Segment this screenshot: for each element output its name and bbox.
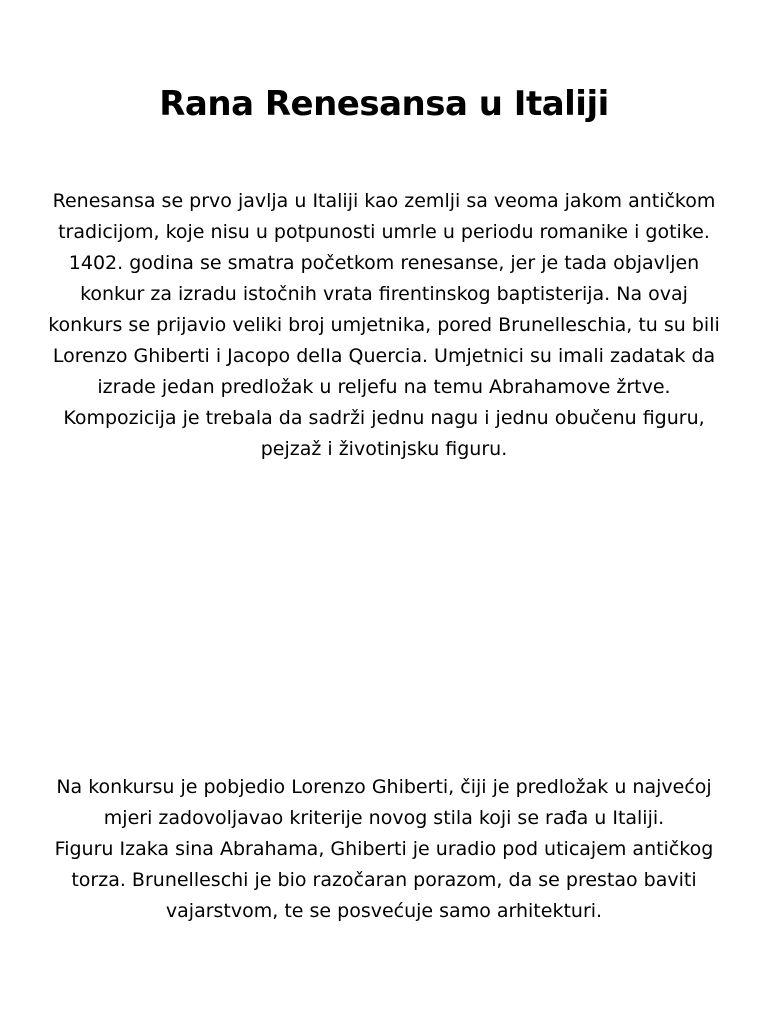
paragraph-aftermath: Figuru Izaka sina Abrahama, Ghiberti je uradio pod uticajem antičkog torza. Brunelleschi je bio razočaran porazom, da se prestao baviti vajarstvom, te se posvećuje samo arhitekturi. bbox=[54, 838, 714, 922]
paragraph-intro: Renesansa se prvo javlja u Italiji kao zemlji sa veoma jakom antičkom tradicijom, koje nisu u potpunosti umrle u periodu romanike i gotike. bbox=[52, 190, 716, 243]
paragraph-competition: 1402. godina se smatra početkom renesanse, jer je tada objavljen konkur za izradu istočnih vrata firentinskog baptisterija. Na ovaj konkurs se prijavio veliki broj umjetnika, pored Brunelleschia, tu su bili Lorenzo Ghiberti i Jacopo delIa Quercia. Umjetnici su imali zadatak da izrade jedan predložak u reljefu na temu Abrahamove žrtve. Kompozicija je trebala da sadrži jednu nagu i jednu obučenu figuru, pejzaž i životinjsku figuru. bbox=[48, 252, 720, 460]
text-block-top bbox=[40, 186, 728, 465]
text-block-bottom bbox=[40, 772, 728, 927]
paragraph-winner: Na konkursu je pobjedio Lorenzo Ghiberti, čiji je predložak u najvećoj mjeri zadovoljavao kriterije novog stila koji se rađa u Italiji. bbox=[56, 776, 712, 829]
page-title: Rana Renesansa u Italiji bbox=[159, 84, 609, 124]
